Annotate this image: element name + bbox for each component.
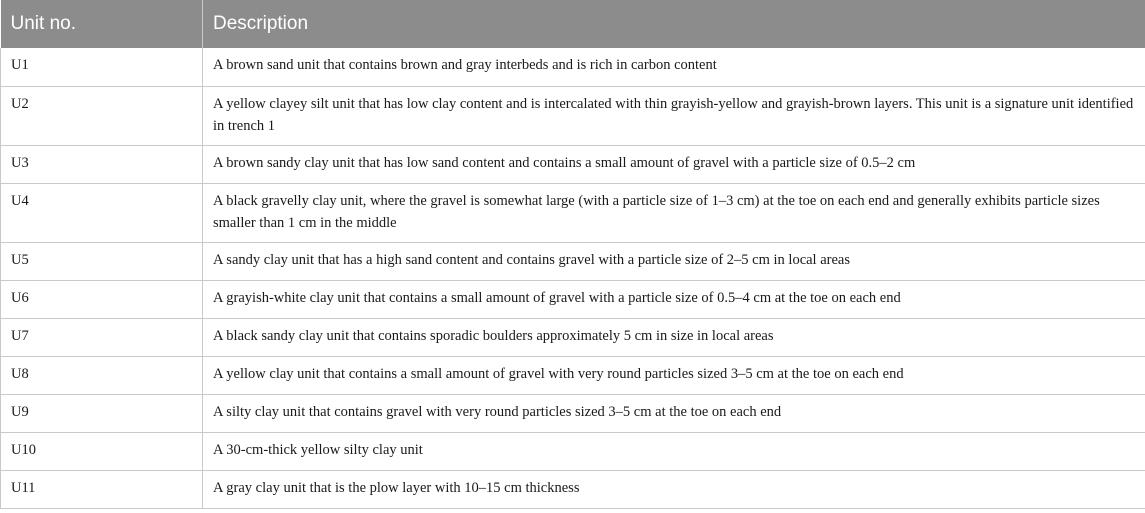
description-cell: A brown sand unit that contains brown and gray interbeds and is rich in carbon content — [203, 48, 1145, 86]
table-row — [1, 470, 1145, 508]
description-cell: A grayish-white clay unit that contains a small amount of gravel with a particle size of 0.5–4 cm at the toe on each end — [203, 280, 1145, 318]
description-cell: A gray clay unit that is the plow layer with 10–15 cm thickness — [203, 470, 1145, 508]
table-row — [1, 394, 1145, 432]
table-row — [1, 432, 1145, 470]
unit-cell: U3 — [1, 145, 203, 183]
description-cell: A silty clay unit that contains gravel with very round particles sized 3–5 cm at the toe on each end — [203, 394, 1145, 432]
table-row — [1, 356, 1145, 394]
description-cell: A sandy clay unit that has a high sand content and contains gravel with a particle size of 2–5 cm in local areas — [203, 242, 1145, 280]
description-cell: A yellow clayey silt unit that has low clay content and is intercalated with thin grayish-yellow and grayish-brown layers. This unit is a signature unit identified in trench 1 — [203, 86, 1145, 145]
table-row — [1, 242, 1145, 280]
description-cell: A black sandy clay unit that contains sporadic boulders approximately 5 cm in size in local areas — [203, 318, 1145, 356]
header-row — [1, 0, 1145, 48]
table-row — [1, 145, 1145, 183]
unit-cell: U6 — [1, 280, 203, 318]
description-cell: A brown sandy clay unit that has low sand content and contains a small amount of gravel with a particle size of 0.5–2 cm — [203, 145, 1145, 183]
unit-cell: U1 — [1, 48, 203, 86]
table-row — [1, 86, 1145, 145]
header-unit-no: Unit no. — [1, 0, 203, 48]
unit-cell: U4 — [1, 183, 203, 242]
unit-cell: U2 — [1, 86, 203, 145]
unit-cell: U11 — [1, 470, 203, 508]
table-body — [1, 48, 1145, 508]
table-header — [1, 0, 1145, 48]
unit-cell: U7 — [1, 318, 203, 356]
unit-cell: U8 — [1, 356, 203, 394]
unit-cell: U9 — [1, 394, 203, 432]
description-cell: A 30-cm-thick yellow silty clay unit — [203, 432, 1145, 470]
table-row — [1, 280, 1145, 318]
unit-cell: U5 — [1, 242, 203, 280]
table-row — [1, 183, 1145, 242]
header-description: Description — [203, 0, 1145, 48]
description-cell: A black gravelly clay unit, where the gravel is somewhat large (with a particle size of 1–3 cm) at the toe on each end and generally exhibits particle sizes smaller than 1 cm in the middle — [203, 183, 1145, 242]
table-row — [1, 318, 1145, 356]
unit-cell: U10 — [1, 432, 203, 470]
description-cell: A yellow clay unit that contains a small amount of gravel with very round particles sized 3–5 cm at the toe on each end — [203, 356, 1145, 394]
table-row — [1, 48, 1145, 86]
